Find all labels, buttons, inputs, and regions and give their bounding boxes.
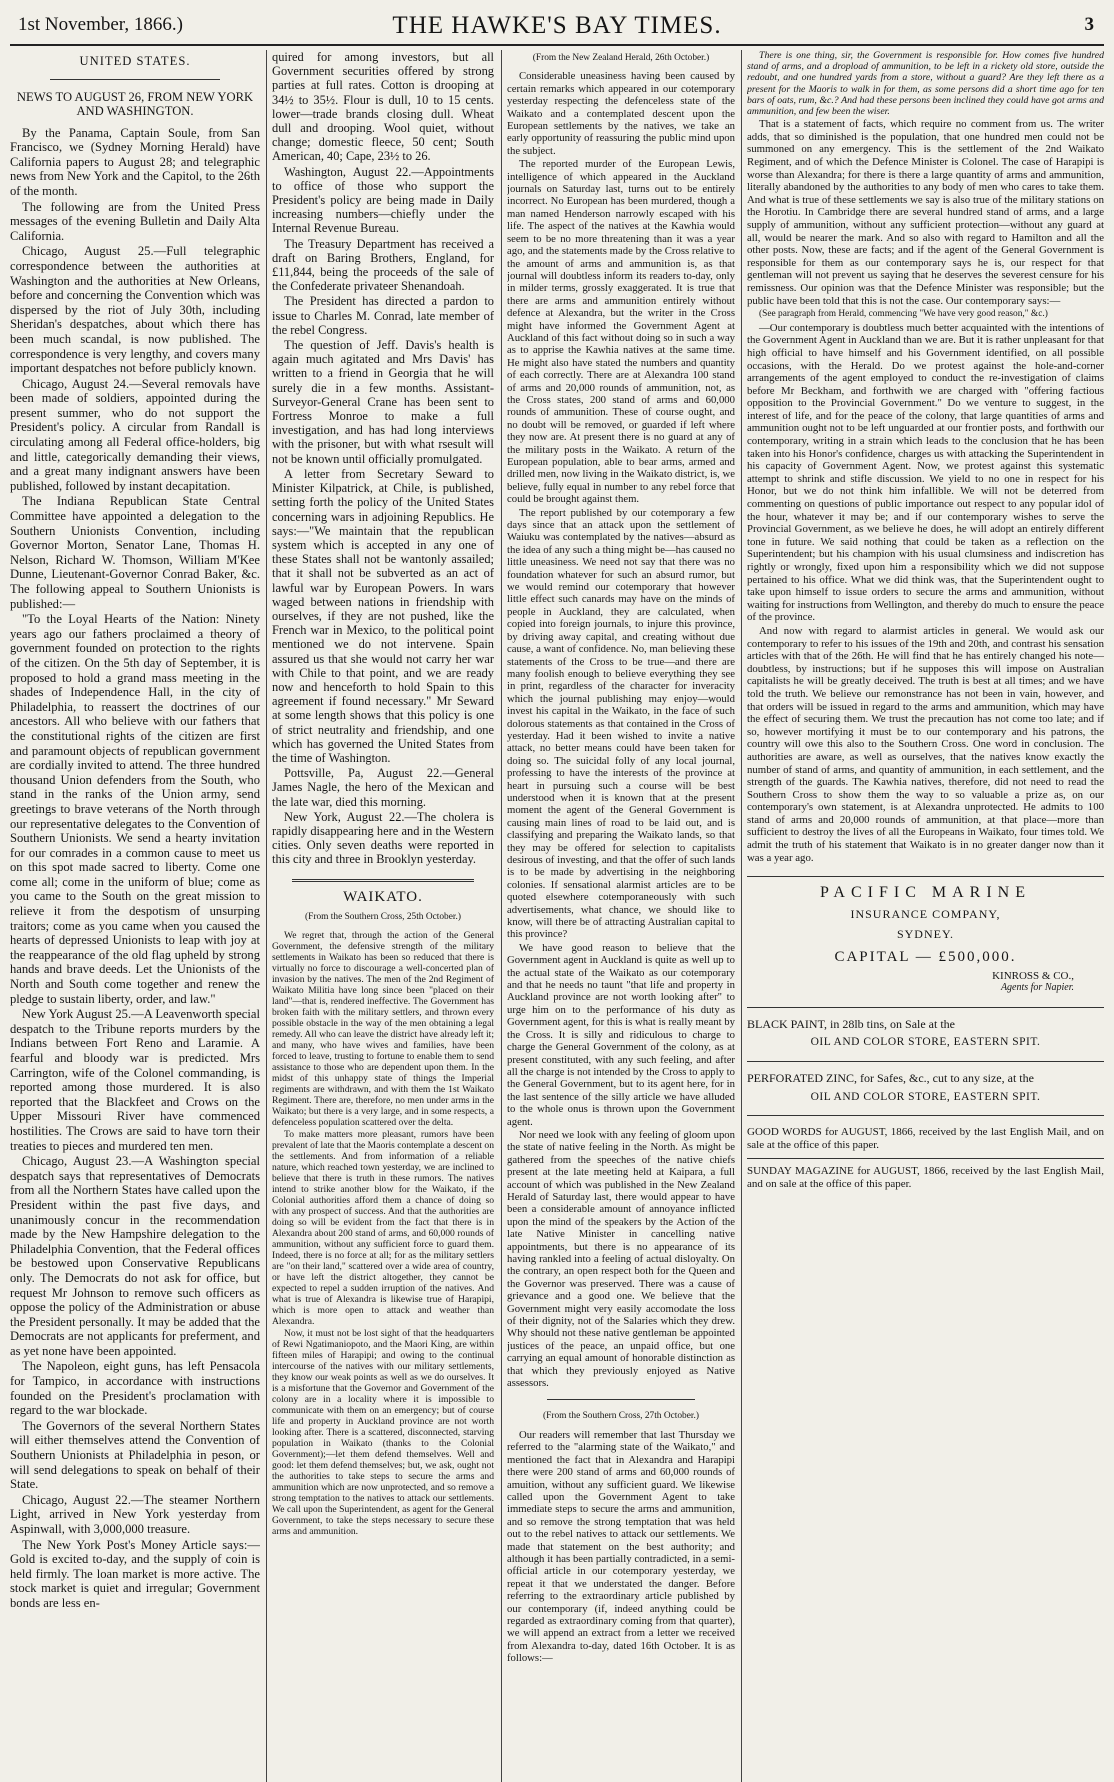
ad-divider xyxy=(747,876,1104,877)
article-paragraph: And now with regard to alarmist articles in general. We would ask our contemporary to refer to his issues of the 19th and 20th, and contrast his sensation articles with that of the 26th. He will find that he has entirely changed his note—doubtless, by instructions; but if he supposes this will impose on Australian capitalists he will be greatly deceived. The truth is best at all times; and we have told the truth. We believe our remonstrance has not been in vain, however, and that orders will be issued in regard to the arms and ammunition, which may have the effect of securing them. We trust the precaution has not come too late; and if so, however mortifying it must be to our contemporary and his patrons, the country will owe this also to the Southern Cross. One word in conclusion. The authorities are aware, as well as ourselves, that the natives know exactly the number of stand of arms, and quantity of ammunition, in each settlement, and the strength of the guards. The Kawhia natives, therefore, did not need to read the Southern Cross to show them the way to so valuable a prize as, on our contemporary's own statement, is at Alexandra unprotected. He admits to 100 stand of arms and 20,000 rounds of ammunition, at that place—more than sufficient to destroy the lives of all the Europeans in Waikato, four times told. We admit the truth of his statement that Waikato is in no greater danger now than it was a year ago. xyxy=(747,624,1104,864)
article-paragraph: By the Panama, Captain Soule, from San Francisco, we (Sydney Morning Herald) have California papers to August 28; and telegraphic news from New York and the Capitol, to the 26th of the month. xyxy=(10,125,260,198)
article-paragraph: The Napoleon, eight guns, has left Pensacola for Tampico, in accordance with instructions founded on the President's proclamation with regard to the war blockade. xyxy=(10,1359,260,1418)
ad-pacific-marine-company: INSURANCE COMPANY, xyxy=(850,906,1001,921)
article-paragraph: The President has directed a pardon to issue to Charles M. Conrad, late member of the rebel Congress. xyxy=(272,294,494,337)
article-paragraph: The Governors of the several Northern States will either themselves attend the Convention of Southern Unionists at Philadelphia in peson, or will send delegations to speak on behalf of their State. xyxy=(10,1418,260,1492)
article-paragraph: We have good reason to believe that the Government agent in Auckland is quite as well up to the actual state of the Waikato as our cotemporary and that he needs no taunt "that life and property in Auckland province are not worth looking after" to urge him on to the performance of his duty as Government agent, for this is what is really meant by the Cross. It is silly and ridiculous to charge to charge the General Government of the colony, as at present constituted, with any such feeling, and after all the charge is not intended by the Cross to apply to the General Government, but to its agent here, for in the last sentence of the silly article we have alluded to the whole onus is thrown upon the Government agent. xyxy=(507,941,735,1128)
column-united-states xyxy=(10,50,260,1782)
ad-pacific-marine-agent-role: Agents for Napier. xyxy=(1000,982,1074,994)
divider xyxy=(50,79,220,80)
column-editorial-and-ads xyxy=(747,50,1104,1782)
article-paragraph: That is a statement of facts, which require no comment from us. The writer adds, that so diminished is the population, that one hundred men could not be summoned on any emergency. This is the settlement of the 2nd Waikato Regiment, and of which the Defence Minister is Colonel. The case of Harapipi is worse than Alexandra; for there is there a large quantity of arms and ammunition, literally abandoned by the authorities to any body of men who cares to take them. And what is true of these settlements we say is also true of the military stations on the Horotiu. In Cambridge there are several hundred stand of arms, and a large supply of ammunition, without any sufficient protection—without any guard at all, would be nearer the mark. And so also with regard to Hamilton and all the other posts. Now, these are facts; and if the agent of the General Government is responsible for them as our contemporary says he is, our respect for that gentleman will not prevent us saying that he deserves the severest censure for his remissness. Our opinion was that the Defence Minister was responsible; but the public have been told that this is not the case. Our contemporary says:— xyxy=(747,118,1104,307)
article-paragraph: Our readers will remember that last Thursday we referred to the "alarming state of the Waikato," and mentioned the fact that in Alexandra and Harapipi there were 200 stand of arms and 60,000 rounds of amuition, without any sufficient guard. We likewise called upon the Government Agent to take immediate steps to secure the arms and ammunition, and so remove the strong temptation that was held out to the rebel natives to attack our settlements. We made that statement on the best authority; and although it has been partially contradicted, in a semi-official article in our cotemporary yesterday, we repeat it that we understated the danger. Before referring to the extraordinary article published by our contemporary (if, indeed anything could be regarded as extraordinary coming from that quarter), we will append an extract from a letter we received from Alexandra to-day, dated 16th October. It is as follows:— xyxy=(507,1428,735,1665)
article-paragraph: Now, it must not be lost sight of that the headquarters of Rewi Ngatimaniopoto, and the Maori King, are within fifteen miles of Harapipi; and owing to the continual intercourse of the natives with our military settlements, they know our weak points as well as we do ourselves. It is a misfortune that the Governor and Government of the colony are in a locality where it is impossible to communicate with them on an emergency; but of course life and property in Auckland province are not worth looking after. There is a scattered, disconnected, starving population in Waikato (thanks to the Colonial Government);—let them defend themselves. Well and good: let them defend themselves; but, we ask, ought not the authorities to take steps to secure the arms and ammunition which are now unprotected, and so remove a strong temptation to the natives to attack our settlements. We call upon the Superintendent, as agent for the General Government, to take the steps necessary to secure these arms and ammunition. xyxy=(272,1327,494,1537)
article-paragraph: The reported murder of the European Lewis, intelligence of which appeared in the Auckland journals on Saturday last, turns out to be entirely incorrect. No European has been murdered, though a man named Henderson narrowly escaped with his life. The aspect of the natives at the Kawhia would seem to be no more threatening than it was a year ago, and the statements made by the Cross relative to the amount of arms and ammunition is, as that journal will doubtless inform its readers to-day, only in milder terms, grossly exaggerated. It is true that there are arms and ammunition entirely without defence at Alexandra, but the writer in the Cross might have informed the Government Agent at Auckland of this fact without doing so in such a way as to apprise the Kawhia natives at the same time. He might also have stated the numbers and quantity of each correctly. There are at Alexandra 100 stand of arms and 20,000 rounds of ammunition, not, as the Cross states, 200 stand of arms and 60,000 rounds of ammunition. These of course ought, and no doubt will be removed, or guarded if left where they now are. At present there is no guard at any of the military posts in the Waikato. A return of the European population, able to bear arms, armed and drilled men, now living in the Waikato district, is, we believe, fully equal in number to any rebel force that could be brought against them. xyxy=(507,158,735,506)
ad-pacific-marine-agent: KINROSS & CO., xyxy=(992,969,1074,982)
article-paragraph: Considerable uneasiness having been caused by certain remarks which appeared in our cotemporary yesterday respecting the defenceless state of the Waikato and a contemplated descent upon the European settlements by the natives, we take an early opportunity of reassuring the public mind upon the subject. xyxy=(507,70,735,157)
article-paragraph: The Treasury Department has received a draft on Baring Brothers, England, for £11,844, being the proceeds of the sale of the Confederate privateer Shenandoah. xyxy=(272,236,494,294)
ad-pacific-marine-capital: CAPITAL — £500,000. xyxy=(834,949,1017,966)
article-paragraph: Chicago, August 25.—Full telegraphic correspondence between the authorities at Washington and the authorities at New Orleans, before and concerning the Convention which was dispersed by the riot of July 30th, including Sheridan's despatches, about which there has been much scandal, is now published. The correspondence is very lengthy, and covers many important despatches not before publicly known. xyxy=(10,244,260,376)
ad-black-paint: BLACK PAINT, in 28lb tins, on Sale at the xyxy=(747,1016,955,1031)
ad-black-paint-store: OIL AND COLOR STORE, EASTERN SPIT. xyxy=(810,1036,1041,1049)
section-heading: UNITED STATES. xyxy=(79,54,191,68)
article-paragraph: A letter from Secretary Seward to Minister Kilpatrick, at Chile, is published, setting forth the policy of the United States concerning wars in adjoining Republics. He says:—"We maintain that the republican system which is accepted in any one of these States shall not be wantonly assailed; that it shall not be subverted as an act of lawful war by European Powers. In wars waged between nations in friendship with ourselves, if they are not pushed, like the French war in Mexico, to the political point mentioned we do not intervene. Spain assured us that she would not carry her war with Chile to that point, and we are ready now and henceforth to hold Spain to this agreement if found necessary." Mr Seward at some length shows that this policy is one of strict neutrality and friendship, and one which has governed the United States from the time of Washington. xyxy=(272,466,494,765)
ad-good-words: GOOD WORDS for AUGUST, 1866, received by the last English Mail, and on sale at the office of this paper. xyxy=(747,1126,1104,1152)
issue-date: 1st November, 1866.) xyxy=(18,14,183,35)
ad-divider xyxy=(747,1061,1104,1062)
columns xyxy=(10,50,1104,1782)
source-credit: (From the New Zealand Herald, 26th October.) xyxy=(532,53,710,63)
section-subheading: NEWS TO AUGUST 26, FROM NEW YORK AND WASHINGTON. xyxy=(16,89,254,118)
article-paragraph: To make matters more pleasant, rumors have been prevalent of late that the Maoris contemplate a descent on the settlements. And from information of a reliable nature, which reached town yesterday, we are inclined to believe that there is truth in these rumors. The natives intend to strike another blow for the Waikato, if the Colonial authorities afford them a chance of doing so with any prospect of success. And that the authorities are doing so will be evident from the fact that there is in Alexandra about 200 stand of arms, and 60,000 rounds of ammunition, without any sufficient force to guard them. Indeed, there is no force at all; for as the military settlers are "on their land," scattered over a wide area of country, or have left the district altogether, they cannot be expected to repel a sudden irruption of the natives. And what is true of Alexandra is likewise true of Harapipi, which is more open to attack and weather than Alexandra. xyxy=(272,1128,494,1327)
source-credit: (From the Southern Cross, 27th October.) xyxy=(543,1411,699,1422)
article-paragraph: Chicago, August 24.—Several removals have been made of soldiers, appointed during the present summer, who do not support the President's policy. A circular from Randall is circulating among all Federal office-holders, big and little, categorically demanding their views, and a great many indignant answers have been published, followed by instant decapitation. xyxy=(10,376,260,493)
article-paragraph: New York, August 22.—The cholera is rapidly disappearing here and in the Western cities. Only seven deaths were reported in this city and three in Brooklyn yesterday. xyxy=(272,809,494,867)
article-paragraph: The report published by our cotemporary a few days since that an attack upon the settlement of Waiuku was contemplated by the natives—absurd as the idea of any such a thing might be—has caused no little uneasiness. We need not say that there was no foundation whatever for such an absurd rumor, but we would remind our cotemporary that however little effect such canards may have on the minds of people in Auckland, they are calculated, when copied into foreign journals, to injure this province, by driving away capital, and creating without due cause, a want of confidence. No, man believing these statements of the Cross to be true—and there are many foolish enough to believe everything they see in print, regardless of the character for inveracity which the journal publishing may enjoy—would invest his capital in the Waikato, in the face of such dolorous statements as that contained in the Cross of yesterday. Had it been wished to invite a native attack, no better means could have been taken for doing so. The suicidal folly of any local journal, professing to have the interests of the province at heart in pursuing such a course will be best understood when it is known that at the present moment the agent of the General Government is causing main lines of road to be laid out, and is classifying and preparing the Waikato lands, so that they may be offered for selection to capitalists desirous of investing, and that the offer of such lands is to be made by advertising in the neighboring colonies. If sensational alarmist articles are to be quoted elsewhere cotemporaneously with such advertisements, what chance, we should like to know, will there be of attracting Australian capital to this province? xyxy=(507,506,735,941)
article-paragraph: "To the Loyal Hearts of the Nation: Ninety years ago our fathers proclaimed a theory of government founded on protection to the rights of the citizen. On the 5th day of September, it is proposed to hold a grand mass meeting in the shades of Independence Hall, in the city of Philadelphia, to reassert the doctrines of our ancestors. All who believe with our fathers that the constitutional rights of the citizen are first and paramount objects of republican government are cordially invited to attend. The three hundred thousand Union defenders from the South, who stand in the ranks of the Union army, send greetings to brave veterans of the North through our representative delegates to the Convention of Southern Unionists. We send a hearty invitation for our comrades in a common cause to meet us on this spot made sacred to liberty. Come one come all; come in the uniform of blue; come as you came to the South on the great mission to relieve it from the despotism of unsurping traitors; come as you came when you caused the hearts of depressed Unionists to leap with joy at the reappearance of the old flag upheld by strong hands and brave deeds. Let the Unionists of the North and South come together and renew the pledge to sustain liberty, order, and law." xyxy=(10,612,260,1006)
ad-pacific-marine-city: SYDNEY. xyxy=(896,927,955,942)
letter-quote: There is one thing, sir, the Government is responsible for. How comes five hundred stand of arms, and a dropload of ammunition, to be left in a rickety old store, outside the redoubt, and one hundred yards from a store, without a guard? Are they left there as a present for the Maoris to walk in for them, as some persons did a short time ago for ten bars of oats, rum, &c.? And had these persons been inclined they could have got arms and ammunition, and few been the wiser. xyxy=(747,50,1104,118)
waikato-heading: WAIKATO. xyxy=(343,888,423,905)
article-paragraph: The question of Jeff. Davis's health is again much agitated and Mrs Davis' has written to a friend in Georgia that he will surely die in a few months. Assistant-Surveyor-General Crane has been sent to Fortress Monroe to make a full investigation, and has had long interviews with the prisoner, but with what rsesult will not be known until officially promulgated. xyxy=(272,338,494,466)
article-paragraph: quired for among investors, but all Government securities offered by strong parties at full rates. Cotton is drooping at 34½ to 35½. Flour is dull, 10 to 15 cents. lower—trade brands closing dull. Wheat dull and drooping. Wool quiet, without change; domestic fleece, 50 cent; South American, 40; Cape, 23½ to 26. xyxy=(272,50,494,164)
divider xyxy=(547,1399,695,1400)
article-paragraph: The New York Post's Money Article says:—Gold is excited to-day, and the supply of coin is held firmly. The loan market is more active. The stock market is quiet and irregular; Government bonds are less en- xyxy=(10,1537,260,1610)
ad-divider xyxy=(747,1007,1104,1008)
article-paragraph: Chicago, August 22.—The steamer Northern Light, arrived in New York yesterday from Aspinwall, with 3,000,000 treasure. xyxy=(10,1492,260,1536)
article-paragraph: (See paragraph from Herald, commencing "We have very good reason," &c.) xyxy=(759,309,1048,320)
ad-pacific-marine-name: PACIFIC MARINE xyxy=(820,884,1031,902)
source-credit: (From the Southern Cross, 25th October.) xyxy=(305,911,461,922)
ad-perforated-zinc: PERFORATED ZINC, for Safes, &c., cut to any size, at the xyxy=(747,1071,1034,1085)
ad-perforated-zinc-store: OIL AND COLOR STORE, EASTERN SPIT. xyxy=(810,1090,1041,1103)
section-divider xyxy=(292,879,474,882)
page-number: 3 xyxy=(1084,14,1094,35)
masthead xyxy=(10,8,1104,46)
article-paragraph: New York August 25.—A Leavenworth special despatch to the Tribune reports murders by the Indians between Fort Reno and Laramie. A fearful and bloody war is predicted. Mrs Carrington, wife of the Colonel commanding, is reported among those murdered. It is also reported that the Blackfeet and Crows on the Upper Missouri River have commenced hostilities. The Crows are said to have torn their treaties to pieces and murdered ten men. xyxy=(10,1007,260,1153)
column-herald-extract xyxy=(507,50,735,1782)
article-paragraph: —Our contemporary is doubtless much better acquainted with the intentions of the Government Agent in Auckland than we are. But it is rather unpleasant for that high official to have himself and his Government identified, on all possible occasions, with the Herald. Do we protest against the hole-and-corner arrangements of the agent employed to conduct the re-investigation of claims before Mr Beckham, and forthwith we are charged with "offering factious opposition to the Provincial Government." Do we venture to suggest, in the interest of life, and for the peace of the colony, that large quantities of arms and ammunition ought not to be left unguarded at our frontier posts, and forthwith our contemporary, writing in a strain which leads to the conclusion that he has been taken into his Honor's confidence, charges us with attacking the Superintendent in his capacity of Government Agent. Now, we protest against this systematic attempt to shrink and stifle discussion. We yield to no one in respect for his Honor, but we do not think him infallible. We will not be deterred from commenting on questions of public importance out respect to any popular idol of the hour, whatever it may be; and if our contemporary wishes to serve the Provincial Government, as we believe he does, he will adopt an entirely different tone in future. We said nothing that could be taken as a reflection on the Superintendent; but his champion with his usual clumsiness and indiscretion has rightly or wrongly, fixed upon him a responsibility which we did not suppose pertained to his office. What we did think was, that the Superintendent ought to take upon himself to issue orders to secure the arms and ammunition, without waiting for instructions from Wellington, and thereby do much to ensure the peace of the province. xyxy=(747,321,1104,624)
article-paragraph: Chicago, August 23.—A Washington special despatch says that representatives of Democrats from all the Northern States have called upon the President within the past five days, and unanimously concur in the recommendation made by the New Hampshire delegation to the Philadelphia Convention, that the Federal offices be bestowed upon Conservative Republicans only. The Democrats do not ask for office, but request Mr Johnson to remove such officers as oppose the policy of the Administration or abuse the President personally. It may be added that the Democrats are not applicants for preferment, and as yet none have been appointed. xyxy=(10,1154,260,1358)
article-paragraph: Nor need we look with any feeling of gloom upon the state of native feeling in the North. As might be gathered from the speeches of the native chiefs present at the late meeting held at Kaipara, a full account of which was published in the New Zealand Herald of Saturday last, there would appear to have been a considerable amount of annoyance inflicted upon the mind of the speakers by the Action of the late Native Minister in cancelling native appointments, but there is no appearance of its having rankled into a feeling of actual disloyalty. On the contrary, an open respect both for the Queen and the Governor was preserved. There was a cause of grievance and a good one. We believe that the Government might very easily accomodate the loss of their dignity, not of the Salaries which they drew. Why should not these native gentleman be appointed justices of the peace, an unpaid office, but one carrying an equal amount of honorable distinction as that which they previously enjoyed as Native assessors. xyxy=(507,1128,735,1390)
article-paragraph: We regret that, through the action of the General Government, the defensive strength of the military settlements in Waikato has been so reduced that there is virtually no force to discourage a well-concerted plan of invasion by the natives. The men of the 2nd Regiment of Waikato Militia have long since been "placed on their land"—that is, rendered ineffective. The Government has broken faith with the military settlers, and thrown every possible obstacle in the way of the men obtaining a legal remedy. All who can leave the district have already left it; and many, who have wives and families, have been forced to leave, trusting to fortune to enable them to send assistance to those who are dependent upon them. In the midst of this unhappy state of things the Imperial regiments are withdrawn, and with them the 1st Waikato Regiment. There are, therefore, no men under arms in the Waikato; but there is a very large, and in some respects, a defenceless population scattered over the delta. xyxy=(272,929,494,1128)
article-paragraph: Pottsville, Pa, August 22.—General James Nagle, the hero of the Mexican and the late war, died this morning. xyxy=(272,766,494,809)
article-paragraph: The Indiana Republican State Central Committee have appointed a delegation to the Southern Unionists Convention, including Governor Morton, Senator Lane, Thomas H. Nelson, Richard W. Thomson, William M'Kee Dunne, Lieutenant-Governor Conrad Baker, &c. The following appeal to Southern Unionists is published:— xyxy=(10,494,260,611)
newspaper-title: THE HAWKE'S BAY TIMES. xyxy=(392,12,722,39)
ad-divider xyxy=(747,1115,1104,1116)
ad-divider xyxy=(747,1158,1104,1159)
ad-sunday-magazine: SUNDAY MAGAZINE for AUGUST, 1866, received by the last English Mail, and on sale at the office of this paper. xyxy=(747,1165,1104,1191)
column-united-states-continued xyxy=(272,50,494,1782)
article-paragraph: Washington, August 22.—Appointments to office of those who support the President's policy are being made in Daily increasing numbers—chiefly under the Internal Revenue Bureau. xyxy=(272,164,494,236)
article-paragraph: The following are from the United Press messages of the evening Bulletin and Daily Alta California. xyxy=(10,199,260,243)
